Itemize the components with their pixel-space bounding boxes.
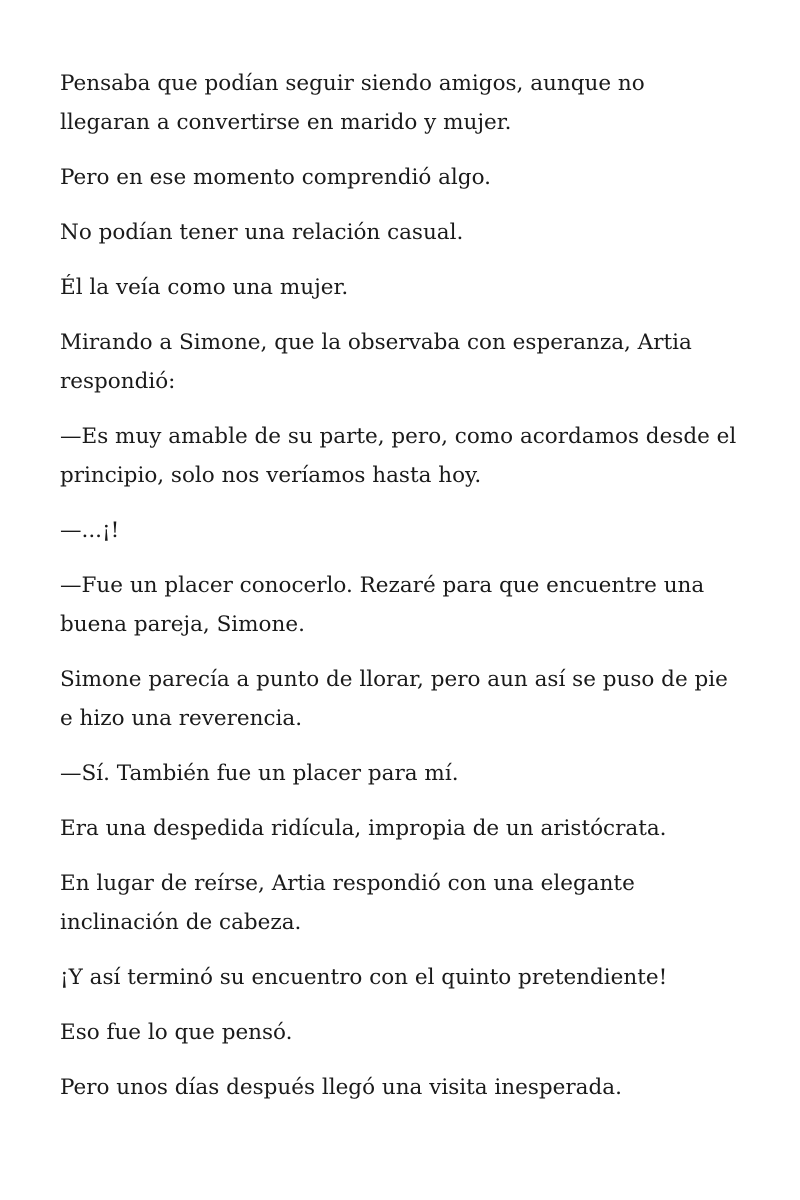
paragraph: Mirando a Simone, que la observaba con esperanza, Artia respondió: <box>60 330 692 394</box>
paragraph: Simone parecía a punto de llorar, pero aun así se puso de pie e hizo una reverencia. <box>60 667 728 731</box>
reader-page <box>60 64 740 1123</box>
paragraph: Pero unos días después llegó una visita inesperada. <box>60 1075 622 1100</box>
paragraph: En lugar de reírse, Artia respondió con una elegante inclinación de cabeza. <box>60 871 635 935</box>
paragraph: —Fue un placer conocerlo. Rezaré para que encuentre una buena pareja, Simone. <box>60 573 705 637</box>
paragraph: Era una despedida ridícula, impropia de un aristócrata. <box>60 816 667 841</box>
paragraph: Pero en ese momento comprendió algo. <box>60 165 491 190</box>
paragraph: No podían tener una relación casual. <box>60 220 464 245</box>
paragraph: Eso fue lo que pensó. <box>60 1020 293 1045</box>
paragraph: Pensaba que podían seguir siendo amigos, aunque no llegaran a convertirse en marido y mujer. <box>60 71 645 135</box>
paragraph: ¡Y así terminó su encuentro con el quinto pretendiente! <box>60 965 668 990</box>
paragraph: Él la veía como una mujer. <box>60 275 349 300</box>
paragraph: —Es muy amable de su parte, pero, como acordamos desde el principio, solo nos veríamos hasta hoy. <box>60 424 737 488</box>
paragraph: —Sí. También fue un placer para mí. <box>60 761 459 786</box>
paragraph: —...¡! <box>60 518 120 543</box>
